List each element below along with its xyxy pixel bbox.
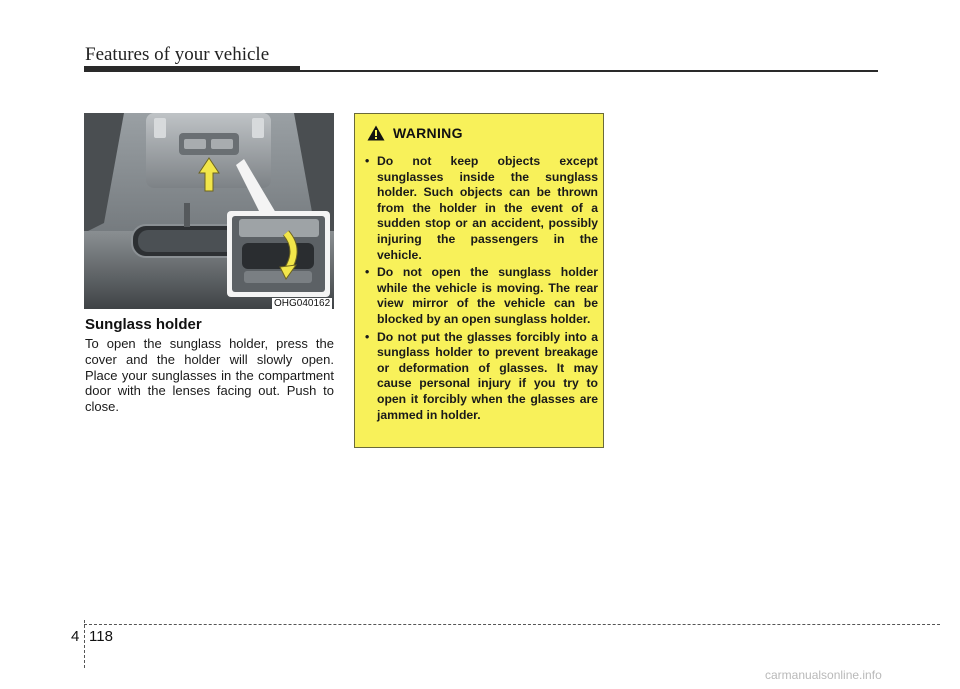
warning-triangle-icon <box>367 125 385 141</box>
footer-vertical-rule <box>84 620 85 668</box>
footer-chapter-number: 4 <box>71 628 80 645</box>
header-rule-thick <box>84 66 300 72</box>
warning-item-text: Do not keep objects except sunglasses inside the sunglass holder. Such objects can be thrown from the holder in the event of a sudden stop or an accident, possibly injuring the passengers in the vehicle. <box>377 154 598 262</box>
warning-bullet: • <box>365 154 370 168</box>
warning-header <box>367 125 463 141</box>
warning-item-text: Do not put the glasses forcibly into a sunglass holder to prevent breakage or deformation of glasses. It may cause personal injury if you try to open it forcibly when the glasses are jammed in holder. <box>377 329 598 422</box>
figure-code: OHG040162 <box>274 298 331 309</box>
warning-bullet: • <box>365 329 370 344</box>
watermark: carmanualsonline.info <box>765 668 882 682</box>
warning-item-text: Do not open the sunglass holder while the vehicle is moving. The rear view mirror of the vehicle can be blocked by an open sunglass holder. <box>377 265 598 326</box>
section-heading: Sunglass holder <box>85 316 202 333</box>
sunglass-holder-photo <box>84 113 334 309</box>
warning-bullet: • <box>365 265 370 280</box>
footer-rule <box>84 624 940 625</box>
header-title: Features of your vehicle <box>85 44 270 65</box>
warning-item <box>365 154 598 263</box>
section-body: To open the sunglass holder, press the cover and the holder will slowly open. Place your sunglasses in the compartment door with the lenses facing out. Push to close. <box>85 336 334 415</box>
footer-page-number: 118 <box>89 628 113 645</box>
warning-item <box>365 330 598 424</box>
warning-title: WARNING <box>393 125 463 141</box>
warning-list <box>365 154 598 425</box>
header-rule-thin <box>300 70 878 72</box>
warning-box <box>354 113 604 448</box>
warning-item <box>365 265 598 327</box>
